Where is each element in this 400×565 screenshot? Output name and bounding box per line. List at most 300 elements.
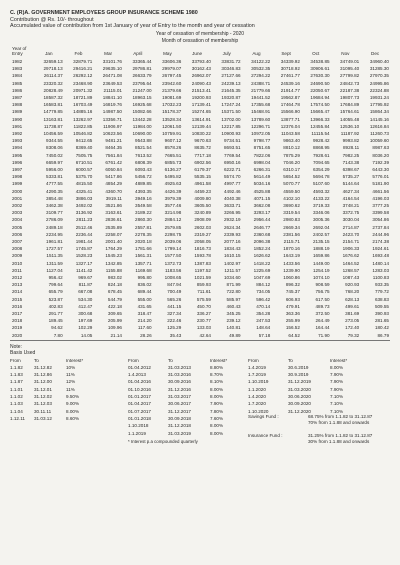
value-cell: 15178.37 [162,109,182,115]
rate-from: 1.7.2020 [248,401,266,407]
value-cell: 15764.61 [340,109,360,115]
value-cell: 10690.00 [132,131,152,136]
table-row [10,58,390,65]
value-cell: 10059.60 [369,138,389,144]
value-cell: 11984.00 [132,123,152,129]
month-header: April [133,51,143,57]
rate-to: 30.06.2020 [288,394,311,400]
value-cell: 273.05 [345,318,360,324]
rate-value: 8.70% [210,372,224,378]
month-header: July [222,51,231,57]
table-row [10,87,390,94]
value-cell: 140.81 [226,325,241,331]
table-row [10,281,390,288]
value-cell: 779.72 [374,289,389,295]
rate-to: 31.03.2016 [168,372,191,378]
rates-header-row [10,357,96,364]
rate-row [10,386,96,393]
value-cell: 1528.23 [75,253,93,259]
value-cell: 7505.75 [75,152,93,158]
value-cell: 372.50 [315,311,330,317]
contribution-rate: Contribution @ Rs. 10/- throughout [10,16,94,23]
value-cell: 13702.00 [221,116,241,122]
rate-value: 7.90% [330,379,344,385]
table-row [10,166,390,173]
value-cell: 4889.85 [135,181,152,187]
value-cell: 17032.23 [162,102,182,108]
value-cell: 689.44 [137,289,152,295]
value-cell: 2624.34 [223,224,241,230]
value-cell: 509.55 [374,303,389,309]
value-cell: 1659.86 [312,253,330,259]
rate-to: 31.12.2018 [168,423,191,429]
value-cell: 33831.72 [221,58,241,64]
document-header [10,10,390,30]
value-cell: 4459.23 [194,188,211,194]
rate-row [248,364,358,371]
value-cell: 1834.43 [223,246,241,252]
rate-value: 9.00% [66,401,80,407]
table-row [10,310,390,317]
value-cell: 1074.10 [312,275,330,281]
value-cell: 884.12 [256,282,271,288]
rate-value: 7.60% [210,415,224,421]
table-header-row [10,46,390,58]
value-cell: 3719.33 [312,203,330,209]
value-cell: 3136.92 [75,210,93,216]
rate-row [128,415,238,422]
interest-header: Interest* [330,357,348,363]
value-cell: 1577.50 [164,253,182,259]
table-row [10,317,390,324]
value-cell: 5776.01 [372,174,389,180]
value-cell: 11738.87 [43,123,63,129]
value-cell: 5107.60 [312,181,330,187]
value-cell: 49.89 [229,332,241,338]
value-cell: 205.99 [107,318,122,324]
value-cell: 489.73 [315,303,330,309]
value-cell: 16819.76 [102,102,122,108]
value-cell: 7875.29 [283,152,300,158]
value-cell: 412.47 [78,303,93,309]
month-header: Sept [281,51,291,57]
value-cell: 908.59 [315,282,330,288]
value-cell: 6443.30 [372,167,389,173]
value-cell: 318.47 [137,311,152,317]
value-cell: 1545.23 [105,253,122,259]
value-cell: 1100.83 [372,275,389,281]
value-cell: 9412.65 [75,138,93,144]
value-cell: 34960.40 [369,58,389,64]
rate-from: 1.1.2020 [248,386,266,392]
value-cell: 6310.17 [283,167,300,173]
value-cell: 15864.34 [369,109,389,115]
value-cell: 24239.13 [221,80,241,86]
value-cell: 23468.90 [73,80,93,86]
entry-year-cell: 1996 [12,159,23,165]
note-section [10,344,390,356]
entry-year-cell: 1988 [12,102,23,108]
value-cell: 10759.91 [162,131,182,136]
value-cell: 9734.51 [223,138,241,144]
cessation-year-line: Year of cessation of membership - 2020 [155,30,245,37]
value-cell: 836.02 [137,282,152,288]
rate-row [128,378,238,385]
value-cell: 847.94 [167,282,182,288]
insurance-fund-line2: 30% from 1.1.88 and onwards [308,439,370,445]
rate-row [248,378,358,385]
value-cell: 1924.61 [372,246,389,252]
value-cell: 16925.68 [132,102,152,108]
value-cell: 1060.86 [283,275,300,281]
entry-year-cell: 1987 [12,94,23,100]
value-cell: 17355.68 [251,102,271,108]
rate-to: 31.03.2017 [168,394,191,400]
value-cell: 29718.13 [43,66,63,72]
value-cell: 3240.89 [194,210,211,216]
value-cell: 2646.77 [253,224,271,230]
value-cell: 5535.15 [194,174,211,180]
value-cell: 4102.10 [283,195,300,201]
value-cell: 5574.70 [223,174,241,180]
value-cell: 871.99 [226,282,241,288]
value-cell: 34538.85 [310,58,330,64]
month-header: Oct [312,51,320,57]
value-cell: 1764.29 [105,246,122,252]
value-cell: 2714.87 [342,224,360,230]
rate-from: 01.07.2017 [128,408,151,414]
table-row [10,152,390,159]
value-cell: 9863.40 [283,138,300,144]
entry-year-cell: 1991 [12,123,23,129]
month-header: Mar [104,51,113,57]
value-cell: 1021.59 [194,275,211,281]
rate-to: 31.03.2019 [168,430,191,436]
value-cell: 291.77 [48,311,63,317]
rate-from: 1.1.87 [10,379,23,385]
value-cell: 1127.04 [46,267,63,273]
value-cell: 1626.62 [253,253,271,259]
value-cell: 8464.35 [105,145,122,151]
value-cell: 8693.51 [223,145,241,151]
value-cell: 3949.16 [135,195,152,201]
value-cell: 27799.82 [340,73,360,79]
value-cell: 156.52 [285,325,300,331]
value-cell: 1197.52 [194,267,211,273]
entry-year-cell: 1994 [12,145,23,151]
value-cell: 19807.73 [340,94,360,100]
rate-value: 7.90% [330,372,344,378]
value-cell: 2884.12 [164,217,182,223]
value-cell: 5956.00 [46,167,63,173]
value-cell: 3690.62 [283,203,300,209]
from-header: From [10,357,21,363]
value-cell: 16583.81 [43,102,63,108]
value-cell: 4815.50 [75,181,93,187]
accumulated-value-table [10,46,390,339]
value-cell: 799.64 [48,282,63,288]
rate-from: 1.12.11 [10,415,25,421]
entry-year-cell: 1985 [12,80,23,86]
value-cell: 1745.87 [75,246,93,252]
rate-to: 30.09.2018 [168,415,191,421]
value-cell: 1511.35 [46,253,63,259]
value-cell: 3662.08 [253,203,271,209]
value-cell: 22324.88 [369,87,389,93]
table-row [10,94,390,101]
entry-year-cell: 2011 [12,267,22,273]
value-cell: 1254.19 [312,267,330,273]
value-cell: 29416.21 [73,66,93,72]
value-cell: 7982.25 [342,152,360,158]
value-cell: 4325.41 [75,188,93,194]
value-cell: 24690.50 [310,80,330,86]
entry-year-cell: 2004 [12,217,23,223]
value-cell: 9928.42 [312,138,330,144]
rates-header-row [128,357,238,364]
value-cell: 523.87 [48,296,63,302]
rate-row [128,364,238,371]
value-cell: 9543.88 [135,138,152,144]
value-cell: 26292.12 [73,73,93,79]
value-cell: 8578.26 [164,145,182,151]
value-cell: 4164.54 [342,195,360,201]
value-cell: 29979.07 [162,66,182,72]
savings-fund-line1: 68.75% from 1.1.82 to 31.12.87 [308,413,373,419]
rate-from: 1.4.2013 [128,372,146,378]
value-cell: 3005.36 [312,217,330,223]
entry-year-cell: 2018 [12,318,23,324]
value-cell: 3854.48 [46,195,63,201]
rate-from: 1.4.2019 [248,364,266,370]
table-row [10,260,390,267]
value-cell: 12616.84 [369,123,389,129]
value-cell: 5456.72 [135,174,152,180]
value-cell: 1268.57 [342,267,360,273]
rate-value: 8.10% [210,379,224,385]
rate-to: 31.03.12 [34,415,52,421]
value-cell: 19081.69 [162,94,182,100]
month-header: May [163,51,172,57]
interest-footnote: * Interest p.a compounded quarterly [128,438,198,444]
table-row [10,130,390,137]
interest-header: Interest* [66,357,84,363]
value-cell: 230.77 [196,318,211,324]
value-cell: 1693.48 [372,253,389,259]
value-cell: 2908.09 [194,217,211,223]
table-row [10,180,390,187]
entry-year-cell: 2010 [12,260,23,266]
entry-year-cell: 1992 [12,131,23,136]
value-cell: 13442.28 [132,116,152,122]
value-cell: 1561.31 [135,253,152,259]
value-cell: 9993.82 [342,138,360,144]
year-of-entry-header: Year of Entry [12,45,27,57]
value-cell: 14.05 [80,332,93,338]
entry-year-cell: 1990 [12,116,23,122]
value-cell: 1047.69 [253,275,271,281]
value-cell: 24090.43 [191,80,211,86]
table-row [10,252,390,259]
value-cell: 2039.06 [164,239,182,245]
interest-rates-section [10,357,390,467]
rate-value: 8.00% [66,408,80,414]
entry-year-cell: 2003 [12,210,23,216]
value-cell: 21379.66 [162,87,182,93]
value-cell: 255.99 [285,318,300,324]
entry-year-cell: 1993 [12,138,23,144]
rates-group-2 [128,357,238,437]
value-cell: 4854.29 [105,181,122,187]
to-header: To [288,357,293,363]
value-cell: 28.26 [140,332,152,338]
value-cell: 12376.04 [280,123,300,129]
value-cell: 19441.52 [251,94,271,100]
value-cell: 1480.14 [372,260,389,266]
value-cell: 10972.05 [251,131,271,136]
value-cell: 15274.65 [191,109,211,115]
rate-value: 7.90% [330,386,344,392]
value-cell: 4360.70 [105,188,122,194]
rate-to: 31.12.2020 [288,408,311,414]
month-header: Feb [74,51,83,57]
entry-year-cell: 2000 [12,188,23,194]
value-cell: 34339.92 [280,58,300,64]
value-cell: 363.36 [285,311,300,317]
rate-to: 30.11.11 [34,408,52,414]
value-cell: 27294.22 [251,73,271,79]
insurance-fund-note [248,433,372,446]
value-cell: 24995.86 [369,80,389,86]
value-cell: 247.53 [256,318,271,324]
table-row [10,324,390,331]
value-cell: 2402.57 [312,231,330,237]
value-cell: 617.50 [315,296,330,302]
rate-row [10,378,96,385]
entry-year-cell: 2007 [12,239,23,245]
value-cell: 1087.43 [342,275,360,281]
value-cell: 8751.65 [253,145,271,151]
description-line: Accumulated value of contribution from 1st January of year of Entry to the month and year of cessation [10,23,255,30]
value-cell: 479.91 [285,303,300,309]
value-cell: 15566.90 [280,109,300,115]
value-cell: 42.64 [199,332,211,338]
value-cell: 544.79 [107,296,122,302]
rates-header-row [248,357,358,364]
value-cell: 1239.90 [283,267,300,273]
value-cell: 31285.30 [369,66,389,72]
value-cell: 6950.16 [223,159,241,165]
rate-row [10,393,96,400]
table-row [10,209,390,216]
value-cell: 18721.89 [73,94,93,100]
table-body [10,58,390,339]
value-cell: 33365.44 [132,58,152,64]
value-cell: 11187.92 [340,131,360,136]
value-cell: 2135.15 [312,239,330,245]
value-cell: 19931.24 [369,94,389,100]
rate-from: 01.01.2018 [128,415,151,421]
from-header: From [128,357,139,363]
value-cell: 64.52 [288,332,300,338]
value-cell: 12536.10 [340,123,360,129]
table-row [10,65,390,72]
value-cell: 5181.90 [372,181,389,187]
value-cell: 79.32 [347,332,360,338]
value-cell: 4997.77 [223,181,241,187]
rates-group-1 [10,357,96,422]
value-cell: 2980.83 [283,217,300,223]
entry-year-cell: 1986 [12,87,23,93]
value-cell: 32879.71 [73,58,93,64]
value-cell: 6179.37 [194,167,211,173]
value-cell: 6266.31 [253,167,271,173]
entry-year-cell: 1982 [12,58,23,64]
value-cell: 8868.95 [312,145,330,151]
value-cell: 1816.73 [194,246,211,252]
value-cell: 7561.84 [105,152,122,158]
value-cell: 756.75 [315,289,330,295]
value-cell: 33793.40 [191,58,211,64]
entry-year-cell: 2017 [12,311,23,317]
value-cell: 11260.73 [370,131,389,136]
table-row [10,144,390,151]
value-cell: 7717.18 [194,152,211,158]
value-cell: 8521.54 [135,145,152,151]
value-cell: 2154.71 [342,239,360,245]
value-cell: 450.70 [196,303,211,309]
rate-from: 1.1.02 [10,394,23,400]
rate-from: 1.1.2019 [128,430,146,436]
value-cell: 18841.10 [102,94,122,100]
value-cell: 5654.52 [283,174,300,180]
value-cell: 10830.22 [191,131,211,136]
rate-from: 1.1.83 [10,372,23,378]
rate-row [248,386,358,393]
value-cell: 14987.50 [102,109,122,115]
rate-row [248,371,358,378]
value-cell: 3163.61 [105,210,122,216]
rate-row [10,408,96,415]
to-header: To [168,357,173,363]
value-cell: 722.80 [226,289,241,295]
rate-from: 1.4.2020 [248,394,266,400]
from-header: From [248,357,259,363]
table-row [10,288,390,295]
value-cell: 11043.58 [281,131,300,136]
value-cell: 281.65 [374,318,389,324]
rate-to: 31.12.03 [34,401,52,407]
value-cell: 4661.56 [372,188,389,194]
table-row [10,332,390,339]
value-cell: 11906.97 [103,123,122,129]
entry-year-cell: 2009 [12,253,23,259]
value-cell: 565.26 [167,296,182,302]
value-cell: 27127.66 [221,73,241,79]
rate-row [128,430,238,437]
value-cell: 1034.60 [223,275,241,281]
entry-year-cell: 1998 [12,174,23,180]
value-cell: 1799.14 [164,246,182,252]
value-cell: 1402.97 [223,260,241,266]
value-cell: 3577.46 [164,203,182,209]
value-cell: 57.18 [258,332,271,338]
table-row [10,173,390,180]
value-cell: 22050.67 [310,87,330,93]
table-row [10,224,390,231]
value-cell: 6998.04 [253,159,271,165]
value-cell: 264.49 [315,318,330,324]
